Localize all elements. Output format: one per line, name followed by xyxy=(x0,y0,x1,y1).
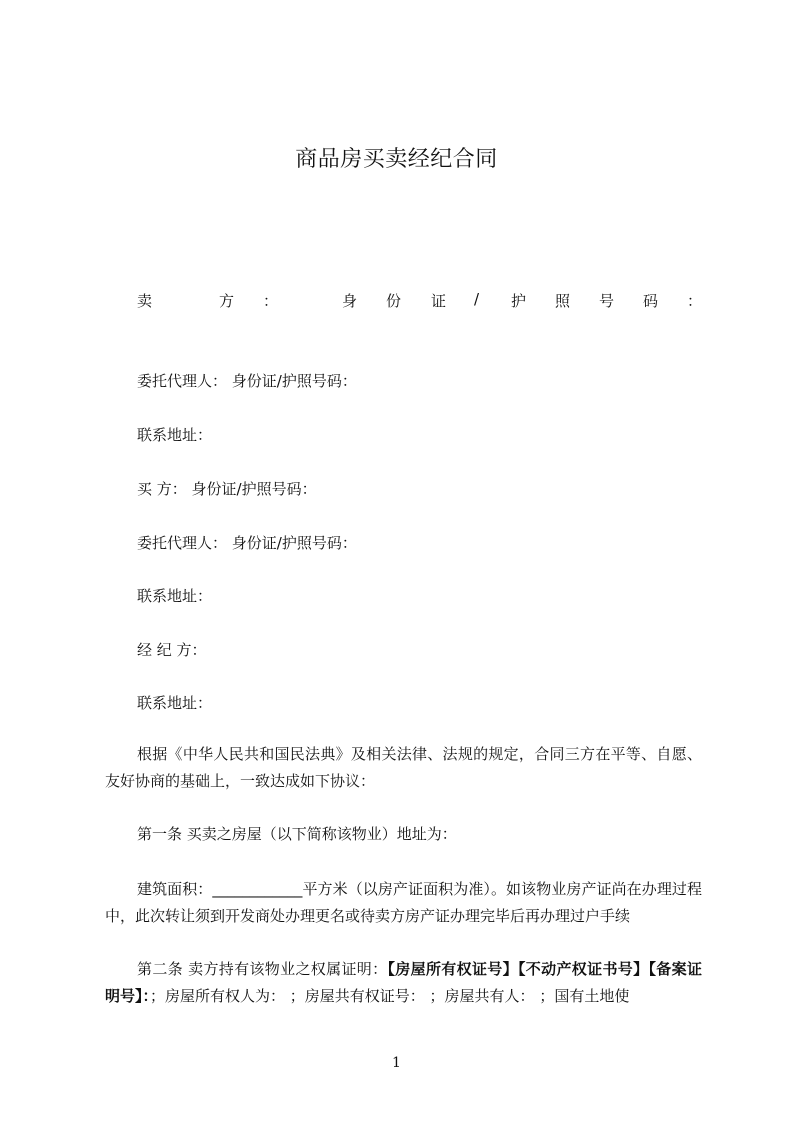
buyer-line: 买 方： 身份证/护照号码： xyxy=(137,480,317,498)
seller-char: ： xyxy=(263,292,279,310)
seller-address-line: 联系地址： xyxy=(137,426,213,444)
article1-paragraph xyxy=(105,876,702,930)
seller-line xyxy=(137,290,703,312)
seller-char: 份 xyxy=(386,292,402,310)
seller-char: 方 xyxy=(219,292,235,310)
article2-text xyxy=(105,956,702,1010)
seller-char: 码 xyxy=(643,292,659,310)
preamble-text: 根据《中华人民共和国民法典》及相关法律、法规的规定，合同三方在平等、自愿、友好协商的基础上，一致达成如下协议： xyxy=(105,745,702,790)
buyer-address-line: 联系地址： xyxy=(137,587,213,605)
seller-char: / xyxy=(474,290,480,308)
seller-char: 身 xyxy=(342,292,358,310)
seller-char: 号 xyxy=(599,292,615,310)
article2-certificate-types: 【房屋所有权证号】【不动产权证书号】【备案证明号】： xyxy=(105,960,702,1005)
broker-line: 经 纪 方： xyxy=(137,641,207,659)
buyer-agent-line: 委托代理人： 身份证/护照号码： xyxy=(137,534,357,552)
page-number: 1 xyxy=(392,1055,401,1071)
seller-char: 卖 xyxy=(137,292,153,310)
article2-prefix: 第二条 卖方持有该物业之权属证明： xyxy=(137,960,388,978)
article1-heading: 第一条 买卖之房屋（以下简称该物业）地址为： xyxy=(137,825,457,843)
seller-agent-line: 委托代理人： 身份证/护照号码： xyxy=(137,372,357,390)
article2-paragraph xyxy=(105,956,702,1010)
preamble-paragraph xyxy=(105,741,702,795)
seller-char: 护 xyxy=(511,292,527,310)
contract-title: 商品房买卖经纪合同 xyxy=(295,147,498,172)
broker-address-line: 联系地址： xyxy=(137,694,213,712)
article1-text: 建筑面积：____________平方米（以房产证面积为准）。如该物业房产证尚在办理过程中，此次转让须到开发商处办理更名或待卖方房产证办理完毕后再办理过户手续 xyxy=(105,880,702,925)
seller-char: 证 xyxy=(431,292,447,310)
article2-suffix: ；房屋所有权人为： ；房屋共有权证号： ；房屋共有人： ；国有土地使 xyxy=(150,987,630,1005)
seller-char: ： xyxy=(687,292,703,310)
seller-char: 照 xyxy=(555,292,571,310)
